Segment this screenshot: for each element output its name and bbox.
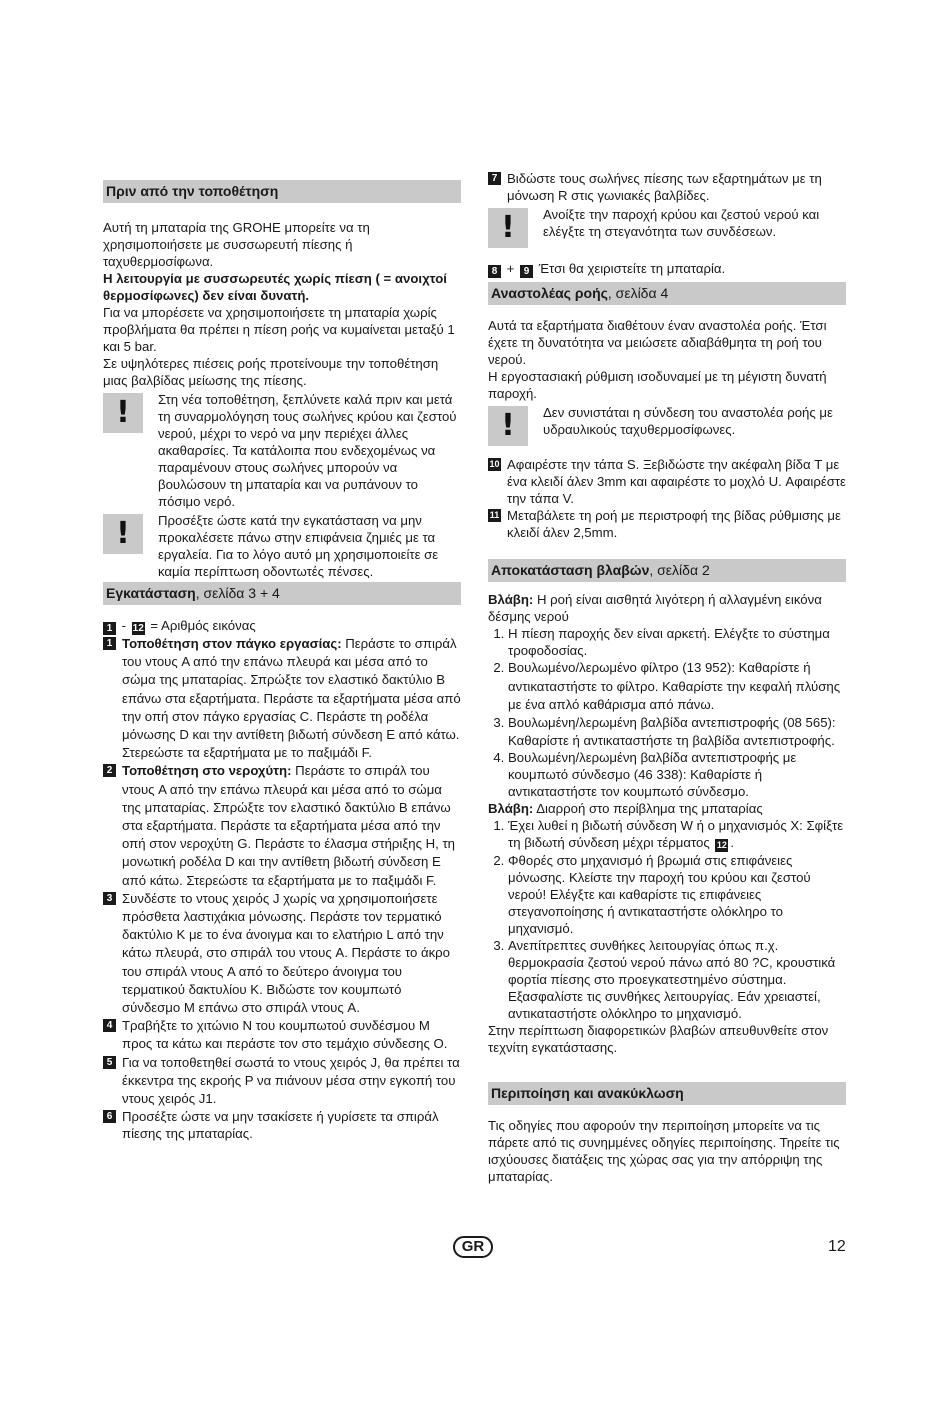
fault-2-list (488, 817, 846, 1022)
warning-flush (103, 391, 461, 510)
step-2: 2 Τοποθέτηση στο νεροχύτη: Περάστε το σπιράλ του ντους A από την επάνω πλευρά και μέσα από το σώμα της μπαταρίας. Σπρώξτε τον ελαστικό δακτύλιο B επάνω στα εξαρτήματα. Περάστε τα εξαρτήματα μέσα από την οπή στον νεροχύτη G. Περάστε το έλασμα στήριξης H, τη μονωτική ροδέλα D και την αντίθετη βιδωτή σύνδεση E από κάτω. Στερεώστε τα εξαρτήματα με το παξιμάδι F. (103, 762, 461, 889)
section-header-installation: Εγκατάσταση, σελίδα 3 + 4 (103, 582, 461, 605)
step-8-9: 8 + 9 Έτσι θα χειριστείτε τη μπαταρία. (488, 260, 846, 278)
pressure-valve-paragraph: Σε υψηλότερες πιέσεις ροής προτείνουμε την τοποθέτηση μιας βαλβίδας μείωσης της πίεσης. (103, 356, 439, 388)
step-4: 4 Τραβήξτε το χιτώνιο N του κουμπωτού συνδέσμου M προς τα κάτω και περάστε τον στο τεμάχιο σύνδεσης O. (103, 1017, 461, 1053)
list-item: 3. Βουλωμένη/λερωμένη βαλβίδα αντεπιστροφής (08 565): Καθαρίστε ή αντικαταστήστε τη βαλβίδα αντεπιστροφής. (508, 714, 846, 748)
warning-tools (103, 512, 461, 580)
section-header-flow-limiter: Αναστολέας ροής, σελίδα 4 (488, 282, 846, 305)
bold-notice: Η λειτουργία με συσσωρευτές χωρίς πίεση ( = ανοιχτοί θερμοσίφωνες) δεν είναι δυνατή. (103, 271, 447, 303)
warning-text: Δεν συνιστάται η σύνδεση του αναστολέα ροής με υδραυλικούς ταχυθερμοσίφωνες. (543, 405, 833, 437)
list-item: 1. Η πίεση παροχής δεν είναι αρκετή. Ελέγξτε το σύστημα τροφοδοσίας. (508, 625, 846, 659)
list-item: 2. Φθορές στο μηχανισμό ή βρωμιά στις επιφάνειες μόνωσης. Κλείστε την παροχή του κρύου και ζεστού νερού! Ελέγξτε και καθαρίστε τις επιφάνειες στεγανοποίησης ή αντικαταστήστε ολόκληρο το μηχανισμό. (508, 852, 846, 937)
closing-paragraph: Στην περίπτωση διαφορετικών βλαβών απευθυνθείτε στον τεχνίτη εγκατάστασης. (488, 1023, 829, 1056)
warning-flow-limiter (488, 404, 846, 446)
step-6: 6 Προσέξτε ώστε να μην τσακίσετε ή γυρίσετε τα σπιράλ πίεσης της μπαταρίας. (103, 1108, 461, 1142)
warning-text: Στη νέα τοποθέτηση, ξεπλύνετε καλά πριν και μετά τη συναρμολόγηση τους σωλήνες κρύου και ζεστού νερού, μέχρι το νερό να μην περιέχει άλλες ακαθαρσίες. Τα κατάλοιπα που ενδεχομένως να παραμένουν στους σωλήνες μπορούν να βουλώσουν τη μπαταρία και να ρυπάνουν το πόσιμο νερό. (158, 392, 457, 509)
section-header-troubleshooting: Αποκατάσταση βλαβών, σελίδα 2 (488, 559, 846, 582)
step-3: 3 Συνδέστε το ντους χειρός J χωρίς να χρησιμοποιήσετε πρόσθετα λαστιχάκια μόνωσης. Περάστε τον τερματικό δακτύλιο K με το ένα άνοιγμα και το ελατήριο L από την κάτω πλευρά, στο σπιράλ του ντους A. Περάστε το άκρο του σπιράλ ντους A από το δεύτερο άνοιγμα του τερματικού δακτυλίου K. Βιδώστε τον κουμπωτό σύνδεσμο M επάνω στο σπιράλ ντους A. (103, 890, 461, 1017)
warning-leak-test (488, 206, 846, 248)
exclamation-icon: ! (103, 393, 143, 433)
step-10: 10 Αφαιρέστε την τάπα S. Ξεβιδώστε την ακέφαλη βίδα T με ένα κλειδί άλεν 3mm και αφαιρέστε το μοχλό U. Αφαιρέστε την τάπα V. (489, 457, 846, 506)
step-1: 1 Τοποθέτηση στον πάγκο εργασίας: Περάστε το σπιράλ του ντους A από την επάνω πλευρά και μέσα από το σώμα της μπαταρίας. Σπρώξτε τον ελαστικό δακτύλιο B επάνω στα εξαρτήματα. Περάστε τα εξαρτήματα μέσα από την οπή στον πάγκο εργασίας C. Περάστε τη ροδέλα μόνωσης D και την αντίθετη βιδωτή σύνδεση E από κάτω. Στερεώστε τα εξαρτήματα με το παξιμάδι F. (103, 635, 461, 762)
step-5: 5 Για να τοποθετηθεί σωστά το ντους χειρός J, θα πρέπει τα έκκεντρα της εκροής P να πιάνουν μέσα στην εγκοπή του ντους χειρός J1. (103, 1054, 461, 1109)
exclamation-icon: ! (488, 406, 528, 446)
exclamation-icon: ! (103, 514, 143, 554)
page-number: 12 (828, 1238, 846, 1255)
section-header-before-installation: Πριν από την τοποθέτηση (103, 180, 461, 203)
warning-text: Ανοίξτε την παροχή κρύου και ζεστού νερού και ελέγξτε τη στεγανότητα των συνδέσεων. (543, 207, 820, 239)
left-column (103, 170, 461, 1142)
list-item: 2. Βουλωμένο/λερωμένο φίλτρο (13 952): Καθαρίστε ή αντικαταστήστε το φίλτρο. Καθαρίστε την κεφαλή πλύσης με ένα απλό καθάρισμα από πάνω. (508, 659, 846, 714)
fault-2-heading: Βλάβη: Διαρροή στο περίβλημα της μπαταρίας (488, 801, 763, 817)
fault-1-heading: Βλάβη: Η ροή είναι αισθητά λιγότερη ή αλλαγμένη εικόνα δέσμης νερού (488, 592, 822, 624)
right-column (488, 170, 846, 1185)
intro-paragraph: Αυτή τη μπαταρία της GROHE μπορείτε να τη χρησιμοποιήσετε με συσσωρευτή πίεσης ή ταχυθερμοσίφωνα. (103, 220, 370, 269)
section-header-care: Περιποίηση και ανακύκλωση (488, 1082, 846, 1105)
care-paragraph: Τις οδηγίες που αφορούν την περιποίηση μπορείτε να τις πάρετε από τις συνημμένες οδηγίες περιποίησης. Τηρείτε τις ισχύουσες διατάξεις της χώρας σας για την απόρριψη της μπαταρίας. (488, 1118, 840, 1185)
language-badge: GR (453, 1236, 493, 1258)
fault-1-list (488, 625, 846, 800)
pressure-paragraph: Για να μπορέσετε να χρησιμοποιήσετε τη μπαταρία χωρίς προβλήματα θα πρέπει η πίεση ροής να κυμαίνεται μεταξύ 1 και 5 bar. (103, 305, 455, 354)
list-item: 3. Ανεπίτρεπτες συνθήκες λειτουργίας όπως π.χ. θερμοκρασία ζεστού νερού πάνω από 80 ?C, κρουστικά φορτία πίεσης στο προεγκατεστημένο σύστημα. Εξασφαλίστε τις συνθήκες λειτουργίας. Εάν χρειαστεί, αντικαταστήστε ολόκληρο το μηχανισμό. (508, 937, 846, 1022)
figure-legend: 1 - 12 = Αριθμός εικόνας (103, 617, 461, 635)
flow-paragraph: Αυτά τα εξαρτήματα διαθέτουν έναν αναστολέα ροής. Έτσι έχετε τη δυνατότητα να μειώσετε αδιαβάθμητα τη ροή του νερού. (488, 318, 827, 367)
step-7: 7 Βιδώστε τους σωλήνες πίεσης των εξαρτημάτων με τη μόνωση R στις γωνιακές βαλβίδες. (488, 170, 846, 204)
list-item: 4. Βουλωμένη/λερωμένη βαλβίδα αντεπιστροφής με κουμπωτό σύνδεσμο (46 338): Καθαρίστε ή αντικαταστήστε τον κουμπωτό σύνδεσμο. (508, 749, 846, 801)
list-item: 1. Έχει λυθεί η βιδωτή σύνδεση W ή ο μηχανισμός X: Σφίξτε τη βιδωτή σύνδεση μέχρι τέρματος 12 . (508, 817, 846, 852)
exclamation-icon: ! (488, 208, 528, 248)
step-11: 11 Μεταβάλετε τη ροή με περιστροφή της βίδας ρύθμισης με κλειδί άλεν 2,5mm. (489, 508, 841, 540)
factory-setting-paragraph: Η εργοστασιακή ρύθμιση ισοδυναμεί με τη μέγιστη δυνατή παροχή. (488, 369, 827, 401)
warning-text: Προσέξτε ώστε κατά την εγκατάσταση να μην προκαλέσετε πάνω στην επιφάνεια ζημιές με τα εργαλεία. Για το λόγο αυτό μη χρησιμοποιείτε σε καμία περίπτωση οδοντωτές πένσες. (158, 513, 439, 579)
